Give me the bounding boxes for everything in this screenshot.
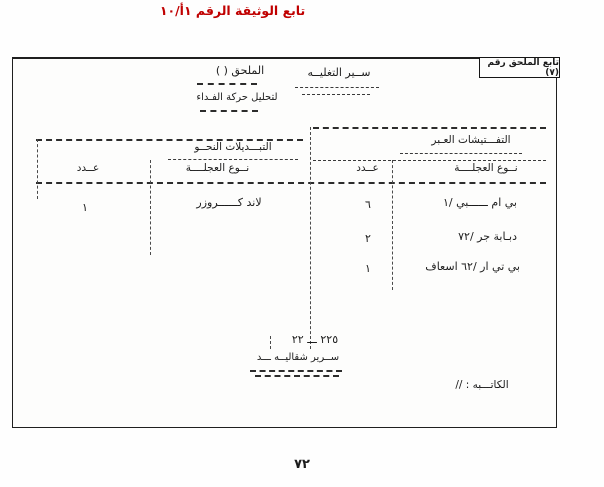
center-note-underline-1 bbox=[295, 87, 379, 88]
right-group-header-rule bbox=[313, 160, 546, 161]
table-row-count: ٢ bbox=[365, 232, 371, 245]
left-group-header: التبـــديلات النحــو bbox=[194, 141, 272, 153]
left-col-count-label: عــدد bbox=[76, 162, 100, 174]
left-group-column-separator bbox=[150, 160, 151, 255]
left-group-header-underline bbox=[168, 159, 298, 160]
annex-title-underline bbox=[197, 83, 257, 85]
annex-subtitle: لتحليل حركة الفـداء bbox=[196, 92, 278, 103]
table-row-count: ١ bbox=[82, 201, 88, 214]
table-left-edge-rule bbox=[37, 139, 38, 199]
table-row-type: لاند كــــــروزر bbox=[196, 196, 262, 209]
totals-tick-mark bbox=[270, 336, 271, 349]
left-col-type-label: نــوع العجلــــة bbox=[185, 162, 250, 174]
annex-corner-label bbox=[479, 57, 560, 78]
table-row-count: ٦ bbox=[365, 198, 371, 211]
table-row-type: دبـابة جر /٧٢ bbox=[458, 230, 517, 243]
table-row-count: ١ bbox=[365, 262, 371, 275]
annex-corner-label-text: تابع الملحق رقم (٧) bbox=[487, 57, 559, 78]
totals-underline-1 bbox=[250, 370, 342, 372]
table-row-type: بي تي ار /٦٢ اسعاف bbox=[425, 260, 520, 273]
clerk-note: الكاتـــبه : // bbox=[455, 379, 509, 391]
table-row-type: بي ام ــــــبي /١ bbox=[442, 196, 517, 209]
totals-caption: ســرير شقاليــه ـــد bbox=[256, 352, 340, 363]
center-note: ســير التغليــه bbox=[307, 66, 371, 79]
right-col-type-label: نــوع العجلــــة bbox=[454, 162, 518, 174]
document-continuation-stamp: تابع الوثيقة الرقم ١أ/١٠ bbox=[159, 3, 306, 18]
table-top-rule-right bbox=[313, 127, 546, 129]
table-header-bottom-rule bbox=[36, 182, 546, 184]
totals-value: ٢٢٥ ـــ ٢٢ bbox=[291, 333, 339, 346]
page-number: ٧٢ bbox=[294, 457, 310, 472]
annex-title: الملحق ( ) bbox=[215, 64, 265, 77]
right-col-count-label: عــدد bbox=[356, 162, 379, 174]
right-group-header-underline bbox=[400, 153, 522, 154]
totals-underline-2 bbox=[255, 375, 339, 377]
center-note-underline-2 bbox=[302, 94, 370, 95]
table-group-separator bbox=[310, 127, 311, 349]
annex-subtitle-underline bbox=[200, 110, 258, 112]
right-group-header: التفـــتيشات العـبر bbox=[431, 134, 511, 146]
